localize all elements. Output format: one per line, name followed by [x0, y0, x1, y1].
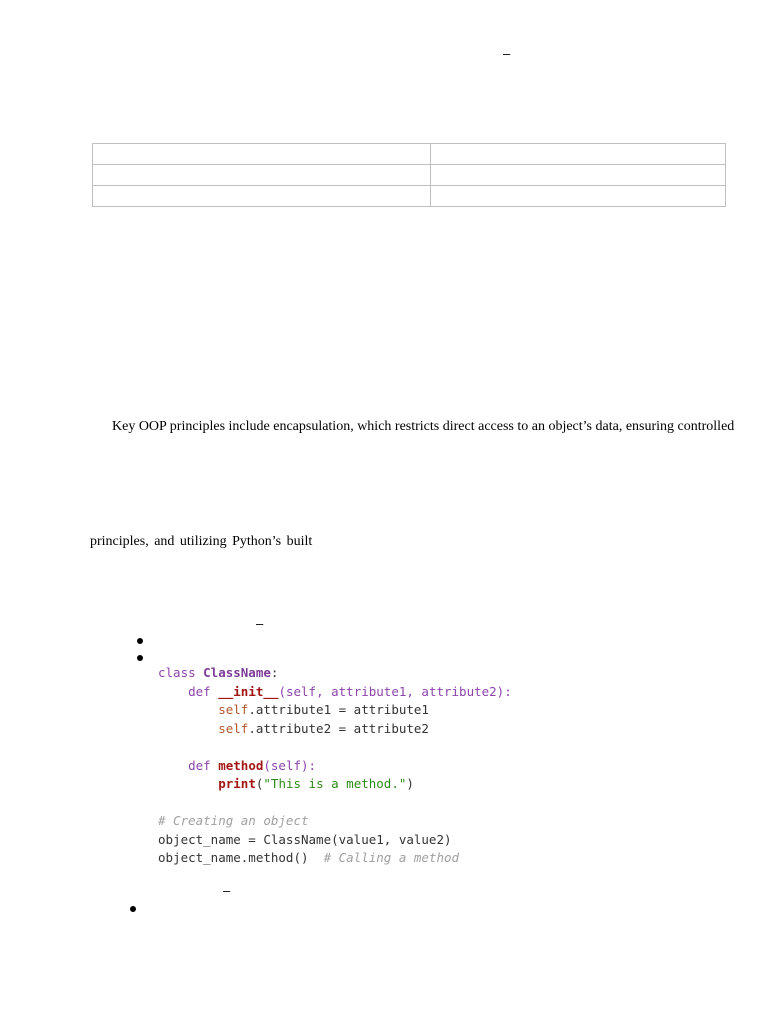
table-cell: [431, 165, 726, 186]
table-cell: [93, 186, 431, 207]
code-token: def: [188, 683, 219, 699]
code-token: (self, attribute1, attribute2):: [278, 683, 512, 699]
code-token: self: [218, 702, 249, 717]
dash-mark: –: [256, 616, 264, 631]
code-line: [158, 849, 512, 868]
code-token: print: [218, 776, 256, 791]
table-cell: [93, 144, 431, 165]
code-token: # Creating an object: [158, 813, 309, 828]
code-line: [158, 720, 512, 739]
table-row: [93, 186, 726, 207]
code-line: [158, 738, 512, 757]
code-token: ClassName: [203, 665, 271, 680]
body-paragraph: Key OOP principles include encapsulation, which restricts direct access to an object’s data, ensuring controlled: [112, 419, 735, 434]
code-line: [158, 701, 512, 720]
code-token: (: [255, 776, 264, 791]
code-token: [158, 702, 218, 717]
code-block: [158, 664, 512, 868]
code-token: # Calling a method: [323, 850, 460, 865]
code-line: [158, 683, 512, 702]
code-token: method: [218, 757, 264, 773]
code-line: [158, 812, 512, 831]
code-token: __init__: [218, 683, 279, 699]
code-token: [158, 684, 188, 699]
code-token: .attribute2 = attribute2: [248, 720, 429, 736]
code-token: def: [188, 757, 219, 773]
code-token: [158, 758, 188, 773]
code-token: .attribute1 = attribute1: [248, 702, 429, 717]
table-cell: [431, 186, 726, 207]
bullet-point: [137, 638, 143, 644]
bullet-point: [130, 906, 136, 912]
code-line: [158, 831, 512, 850]
code-line: [158, 664, 512, 683]
code-line: [158, 794, 512, 813]
table-row: [93, 144, 726, 165]
code-token: [158, 721, 218, 736]
code-line: [158, 775, 512, 794]
data-table: [92, 143, 726, 207]
dash-mark: –: [223, 883, 231, 898]
code-token: class: [158, 665, 204, 680]
code-token: self: [218, 720, 249, 736]
table-cell: [93, 165, 431, 186]
code-token: object_name = ClassName(value1, value2): [158, 831, 452, 847]
dash-mark: –: [503, 46, 511, 61]
code-token: "This is a method.": [263, 776, 407, 791]
table-cell: [431, 144, 726, 165]
bullet-point: [137, 655, 143, 661]
code-token: :: [270, 665, 279, 680]
code-token: (self):: [263, 757, 317, 773]
code-line: [158, 757, 512, 776]
code-token: [158, 776, 218, 791]
table-row: [93, 165, 726, 186]
code-token: ): [406, 776, 414, 791]
body-paragraph-fragment: principles, and utilizing Python’s built: [90, 534, 313, 549]
code-token: object_name.method(): [158, 850, 324, 865]
